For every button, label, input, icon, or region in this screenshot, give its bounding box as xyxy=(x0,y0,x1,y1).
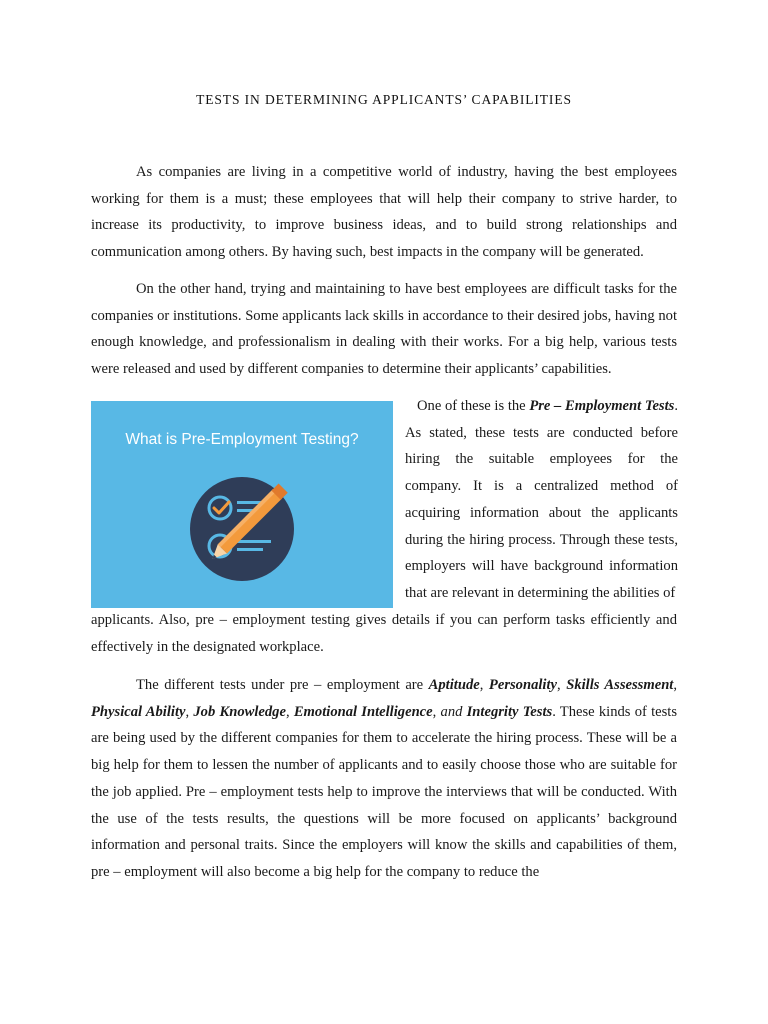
paragraph-column-text: . As stated, these tests are conducted before hiring the suitable employees for the company. It is a centralized method of acquiring information about the applicants during the hiring process. Through these tests, employers will have background information that are relevant in determining the abilities of xyxy=(405,398,678,601)
paragraph-lead: The different tests under pre – employment are xyxy=(136,677,429,693)
paragraph-difficulty: On the other hand, trying and maintaining to have best employees are difficult tasks for the companies or institutions. Some applicants lack skills in accordance to their desired jobs, having not enough knowledge, and professionalism in dealing with their works. For a big help, various tests were released and used by different companies to determine their applicants’ capabilities. xyxy=(91,281,677,378)
term-emotional-intelligence: Emotional Intelligence xyxy=(293,703,433,720)
paragraph-test-types: The different tests under pre – employment are Aptitude, Personality, Skills Assessment, Physical Ability, Job Knowledge, Emotional Intelligence, and Integrity Tests. These kinds of tests are being used by the different companies for them to accelerate the hiring process. These will be a big help for them to lessen the number of applicants and to easily choose those who are suitable for the job applied. Pre – employment tests help to improve the interviews that will be conducted. With the use of the tests results, the questions will be more focused on applicants’ background information and personal traits. Since the employers will know the skills and capabilities of them, pre – employment will also become a big help for the company to reduce the xyxy=(91,677,678,880)
term-job-knowledge: Job Knowledge xyxy=(193,703,286,720)
paragraph-pre-employment-column xyxy=(405,393,678,607)
figure-title: What is Pre-Employment Testing? xyxy=(125,431,359,448)
term-skills-assessment: Skills Assessment xyxy=(566,677,674,693)
paragraph-pre-employment-continued: applicants. Also, pre – employment testing gives details if you can perform tasks efficiently and effectively in the designated workplace. xyxy=(91,612,677,655)
document-title: TESTS IN DETERMINING APPLICANTS’ CAPABILITIES xyxy=(196,92,572,107)
term-physical-ability: Physical Ability xyxy=(91,703,186,720)
term-aptitude: Aptitude xyxy=(428,677,480,693)
paragraph-lead: One of these is the xyxy=(417,398,530,414)
term-personality: Personality xyxy=(488,677,558,693)
paragraph-rest: . These kinds of tests are being used by the different companies for them to accelerate the hiring process. These will be a big help for them to lessen the number of applicants and to easily choose those who are suitable for the job applied. Pre – employment tests help to improve the interviews that will be conducted. With the use of the tests results, the questions will be more focused on applicants’ background information and personal traits. Since the employers will know the skills and capabilities of them, pre – employment will also become a big help for the company to reduce the xyxy=(91,703,678,880)
pre-employment-figure xyxy=(91,401,393,608)
term-pre-employment-tests: Pre – Employment Tests xyxy=(529,398,675,414)
paragraph-intro: As companies are living in a competitive world of industry, having the best employees working for them is a must; these employees that will help their company to strive harder, to increase its productivity, to improve business ideas, and to build strong relationships and communication among others. By having such, best impacts in the company will be generated. xyxy=(91,164,677,261)
word-and: and xyxy=(440,703,463,720)
checklist-pencil-icon xyxy=(91,401,393,608)
term-integrity-tests: Integrity Tests xyxy=(466,703,553,720)
